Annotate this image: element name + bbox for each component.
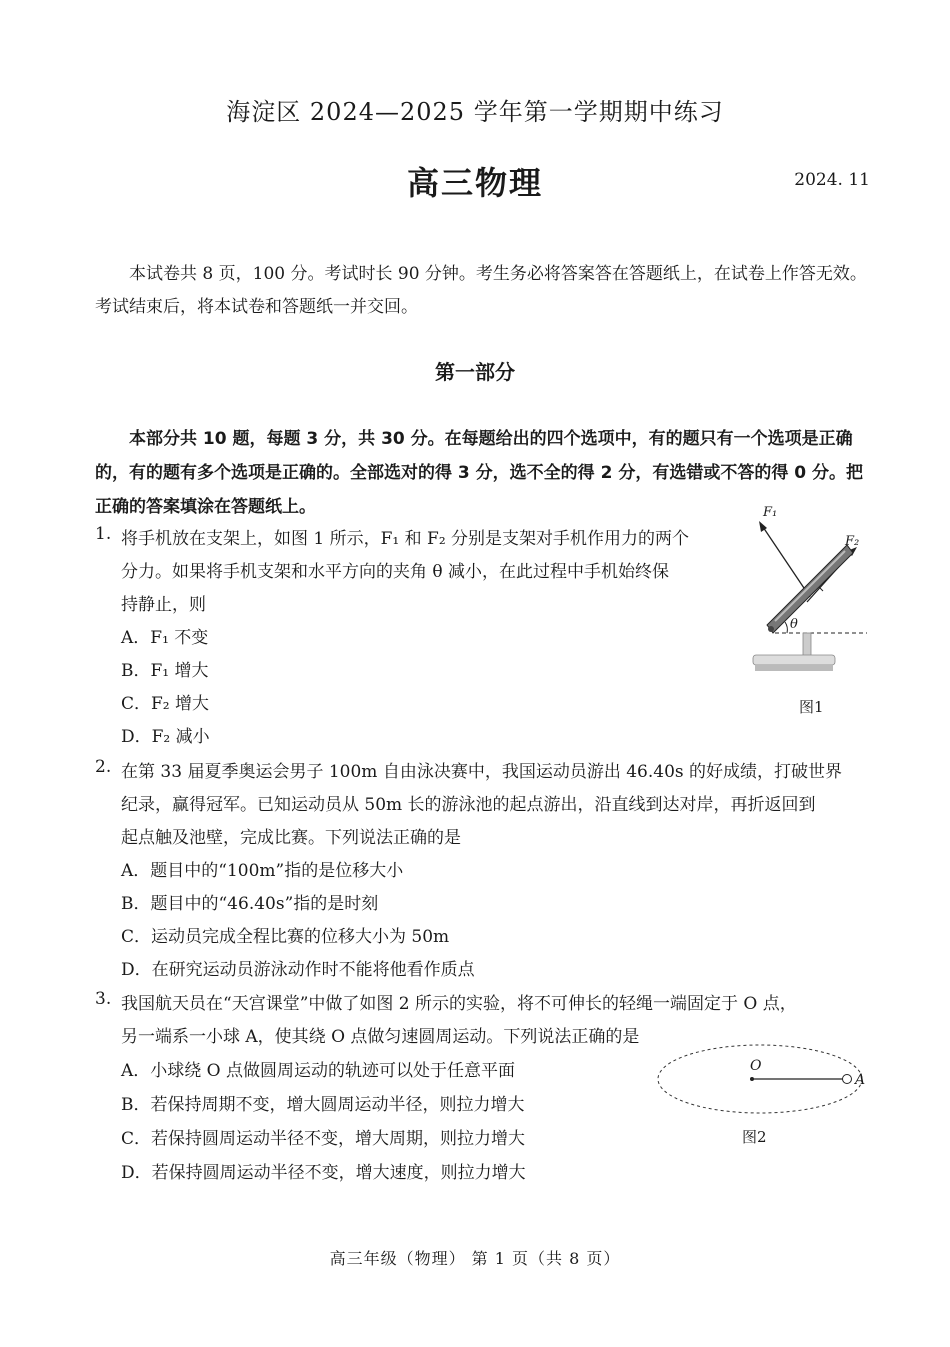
question-number: 2. xyxy=(95,757,112,777)
exam-instructions: 本试卷共 8 页，100 分。考试时长 90 分钟。考生务必将答案答在答题纸上，在试卷上作答无效。考试结束后，将本试卷和答题纸一并交回。 xyxy=(95,264,867,317)
option-b: B．F₁ 增大 xyxy=(121,661,209,681)
question-line: 我国航天员在“天宫课堂”中做了如图 2 所示的实验，将不可伸长的轻绳一端固定于 O 点， xyxy=(121,994,797,1014)
option-d: D．若保持圆周运动半径不变，增大速度，则拉力增大 xyxy=(121,1163,526,1183)
subject-title: 高三物理 xyxy=(406,164,543,202)
f2-label: F₂ xyxy=(845,534,860,549)
theta-label: θ xyxy=(790,617,798,632)
option-d: D．在研究运动员游泳动作时不能将他看作质点 xyxy=(121,960,475,980)
question-line: 将手机放在支架上，如图 1 所示，F₁ 和 F₂ 分别是支架对手机作用力的两个 xyxy=(121,529,690,549)
option-d: D．F₂ 减小 xyxy=(121,727,210,747)
page-footer: 高三年级（物理） 第 1 页（共 8 页） xyxy=(329,1249,621,1268)
figure-2-circular-motion xyxy=(655,1040,870,1120)
f1-label: F₁ xyxy=(763,505,778,520)
question-line: 分力。如果将手机支架和水平方向的夹角 θ 减小，在此过程中手机始终保 xyxy=(121,562,670,582)
option-b: B．若保持周期不变，增大圆周运动半径，则拉力增大 xyxy=(121,1095,525,1115)
option-a: A．F₁ 不变 xyxy=(121,628,209,648)
question-number: 1. xyxy=(95,524,112,544)
option-a: A．小球绕 O 点做圆周运动的轨迹可以处于任意平面 xyxy=(121,1061,516,1081)
question-line: 另一端系一小球 A，使其绕 O 点做匀速圆周运动。下列说法正确的是 xyxy=(121,1027,640,1047)
figure-1-phone-stand xyxy=(745,505,875,685)
option-c: C．若保持圆周运动半径不变，增大周期，则拉力增大 xyxy=(121,1129,526,1149)
part-title: 第一部分 xyxy=(435,360,515,384)
option-b: B．题目中的“46.40s”指的是时刻 xyxy=(121,894,379,914)
question-number: 3. xyxy=(95,989,112,1009)
question-line: 持静止，则 xyxy=(121,595,206,615)
figure-caption: 图1 xyxy=(799,698,824,716)
part-instructions: 本部分共 10 题，每题 3 分，共 30 分。在每题给出的四个选项中，有的题只有一个选项是正确的，有的题有多个选项是正确的。全部选对的得 3 分，选不全的得 2 分，有选错或不答的得 0 分。把正确的答案填涂在答题纸上。 xyxy=(95,429,863,517)
exam-title: 海淀区 2024—2025 学年第一学期期中练习 xyxy=(226,98,724,126)
option-c: C．运动员完成全程比赛的位移大小为 50m xyxy=(121,927,450,947)
question-line: 纪录，赢得冠军。已知运动员从 50m 长的游泳池的起点游出，沿直线到达对岸，再折返回到 xyxy=(121,795,816,815)
figure-caption: 图2 xyxy=(742,1128,767,1146)
option-a: A．题目中的“100m”指的是位移大小 xyxy=(121,861,404,881)
question-line: 在第 33 届夏季奥运会男子 100m 自由泳决赛中，我国运动员游出 46.40s 的好成绩，打破世界 xyxy=(121,762,843,782)
question-line: 起点触及池壁，完成比赛。下列说法正确的是 xyxy=(121,828,461,848)
o-label: O xyxy=(750,1058,762,1074)
a-label: A xyxy=(855,1072,866,1088)
exam-date: 2024. 11 xyxy=(794,170,870,190)
option-c: C．F₂ 增大 xyxy=(121,694,210,714)
